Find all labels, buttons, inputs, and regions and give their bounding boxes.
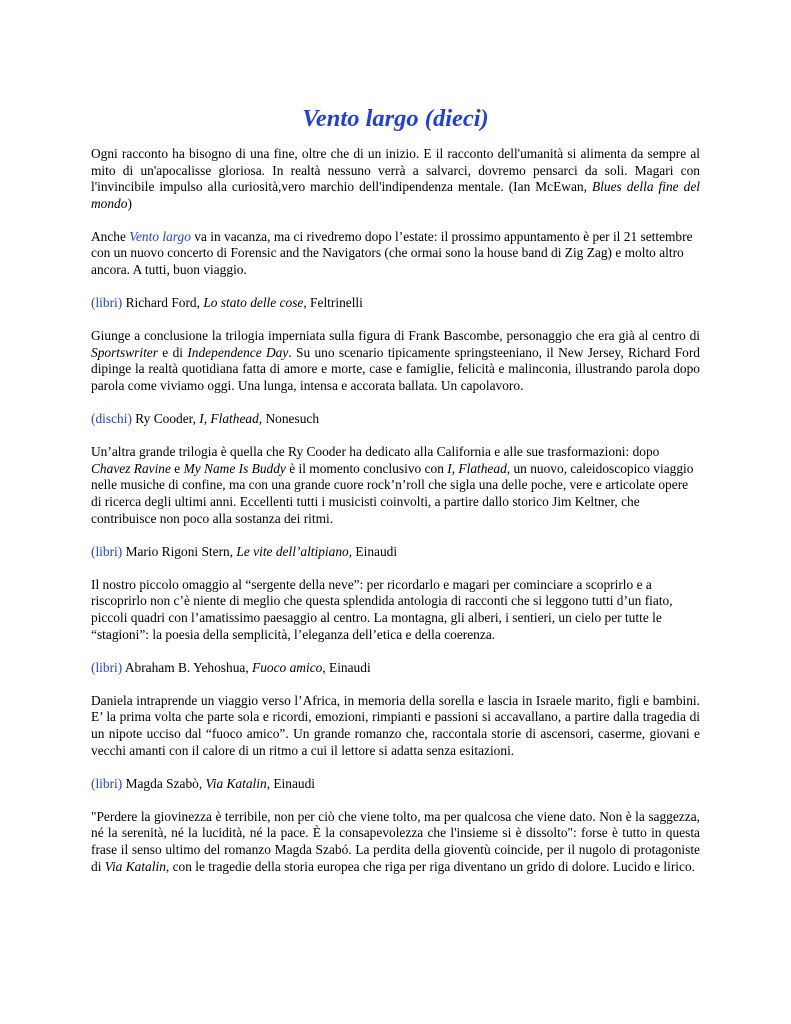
review-body-title: Chavez Ravine: [91, 460, 171, 476]
intro-text: Ogni racconto ha bisogno di una fine, oltre che di un inizio. E il racconto dell'umanità si alimenta da sempre al mito di un'apocalisse gloriosa. In realtà nessuno verrà a salvarci, dovremo pensarci da soli. Magari con l'invincibile impulso alla curiosità,vero marchio dell'indipendenza mentale. (Ian McEwan: [91, 146, 700, 195]
review-body-text: e: [170, 460, 184, 476]
review-work-title: I, Flathead: [199, 411, 259, 427]
review-body: [91, 444, 700, 527]
review-body: [91, 809, 700, 875]
intro-comma: ,: [583, 179, 592, 195]
review-author: Magda Szabò,: [122, 775, 206, 791]
review-publisher: , Einaudi: [266, 775, 316, 791]
review-body-text: . Su uno scenario tipicamente springsteeniano, il New Jersey, Richard Ford dipinge la realtà quotidiana fatta di amore e morte, case e famiglie, felicità e malinconia, illustrando parola dopo parola come viviamo oggi. Una lunga, intensa e accorata ballata. Un capolavoro.: [91, 344, 701, 394]
category-tag: (libri): [91, 659, 123, 675]
category-tag: (libri): [91, 295, 123, 311]
review-publisher: , Einaudi: [348, 543, 398, 559]
category-tag: (libri): [91, 775, 123, 791]
review-heading: [91, 411, 700, 428]
announce-post: va in vacanza, ma ci rivedremo dopo l’estate: il prossimo appuntamento è per il 21 settembre con un nuovo concerto di Forensic and the Navigators (che ormai sono la house band di Zig Zag) e molto altro ancora. A tutti, buon viaggio.: [91, 228, 693, 278]
review-body-text: Giunge a conclusione la trilogia imperniata sulla figura di Frank Bascombe, personaggio che era già al centro di: [91, 328, 700, 344]
review-list: [91, 279, 700, 875]
review-body-text: Daniela intraprende un viaggio verso l’Africa, in memoria della sorella e lascia in Israele marito, figli e bambini. E’ la prima volta che parte sola e ricordi, emozioni, rimpianti e passioni si accavallano, a partire dalla tragedia di un nipote ucciso dal “fuoco amico”. Un grande romanzo che, raccontala storie di ascensori, caserme, giovani e vecchi amanti con il calore di un ritmo a cui il lettore si adatta senza esitazioni.: [91, 692, 700, 758]
review-publisher: , Nonesuch: [258, 411, 320, 427]
review-author: Mario Rigoni Stern,: [122, 543, 237, 559]
review-body-text: è il momento conclusivo con: [285, 460, 448, 476]
review-work-title: Le vite dell’altipiano: [236, 543, 349, 559]
column-name: Vento largo: [129, 228, 191, 244]
category-tag: (dischi): [91, 411, 132, 427]
review-work-title: Lo stato delle cose: [203, 295, 304, 311]
announce-pre: Anche: [91, 228, 130, 244]
review-body-text: e di: [157, 344, 188, 360]
review-body-text: , con le tragedie della storia europea che riga per riga diventano un grido di dolore. Lucido e lirico.: [165, 858, 696, 874]
review-body-title: My Name Is Buddy: [183, 460, 286, 476]
review-publisher: , Feltrinelli: [303, 295, 363, 311]
review-body: [91, 328, 700, 394]
intro-close: ): [127, 195, 132, 211]
review-publisher: , Einaudi: [322, 659, 371, 675]
review-heading: [91, 544, 700, 561]
review-author: Abraham B. Yehoshua,: [122, 659, 253, 675]
review-heading: [91, 295, 700, 312]
review-body-title: Independence Day: [187, 344, 289, 360]
review-author: Ry Cooder,: [131, 411, 200, 427]
intro-book-title: Blues della fine del mondo: [91, 179, 701, 211]
review-body: [91, 577, 700, 643]
review-body-text: Il nostro piccolo omaggio al “sergente della neve”: per ricordarlo e magari per cominciare a scoprirlo e a riscoprirlo non c’è niente di meglio che questa splendida antologia di racconti che si leggono tutti d’un fiato, piccoli quadri con l’amatissimo paesaggio al centro. La montagna, gli alberi, i sentieri, un cielo per tutte le “stagioni”: la poesia della semplicità, l’eleganza dell’etica e della coerenza.: [91, 576, 673, 642]
announce-paragraph: [91, 229, 700, 279]
review-work-title: Fuoco amico: [252, 659, 323, 675]
review-author: Richard Ford,: [122, 295, 204, 311]
review-body-title: Sportswriter: [91, 344, 158, 360]
page-title: Vento largo (dieci): [302, 105, 489, 132]
category-tag: (libri): [91, 543, 123, 559]
review-body-title: Via Katalin: [104, 858, 166, 874]
review-body-text: Un’altra grande trilogia è quella che Ry Cooder ha dedicato alla California e alle sue trasformazioni: dopo: [91, 444, 660, 460]
review-heading: [91, 660, 700, 677]
review-heading: [91, 776, 700, 793]
intro-paragraph: [91, 146, 700, 212]
document-page: [91, 104, 700, 875]
review-body-text: "Perdere la giovinezza è terribile, non per ciò che viene tolto, ma per qualcosa che viene dato. Non è la saggezza, né la serenità, né la lucidità, né la pace. È la consapevolezza che l'insieme si è dissolto": forse è tutto in questa frase il senso ultimo del romanzo Magda Szabó. La perdita della gioventù coincide, per il nugolo di protagoniste di: [91, 808, 700, 874]
review-body-text: un nuovo, caleidoscopico viaggio nelle musiche di confine, ma con una grande cuore rock’n’roll che sigla una delle poche, vere e articolate opere di ricerca degli ultimi anni. Eccellenti tutti i musicisti coinvolti, a partire dallo storico Jim Keltner, che contribuisce non poco alla sostanza dei ritmi.: [91, 460, 694, 526]
review-body-title: I, Flathead,: [447, 460, 511, 476]
review-body: [91, 693, 700, 759]
review-work-title: Via Katalin: [205, 775, 267, 791]
